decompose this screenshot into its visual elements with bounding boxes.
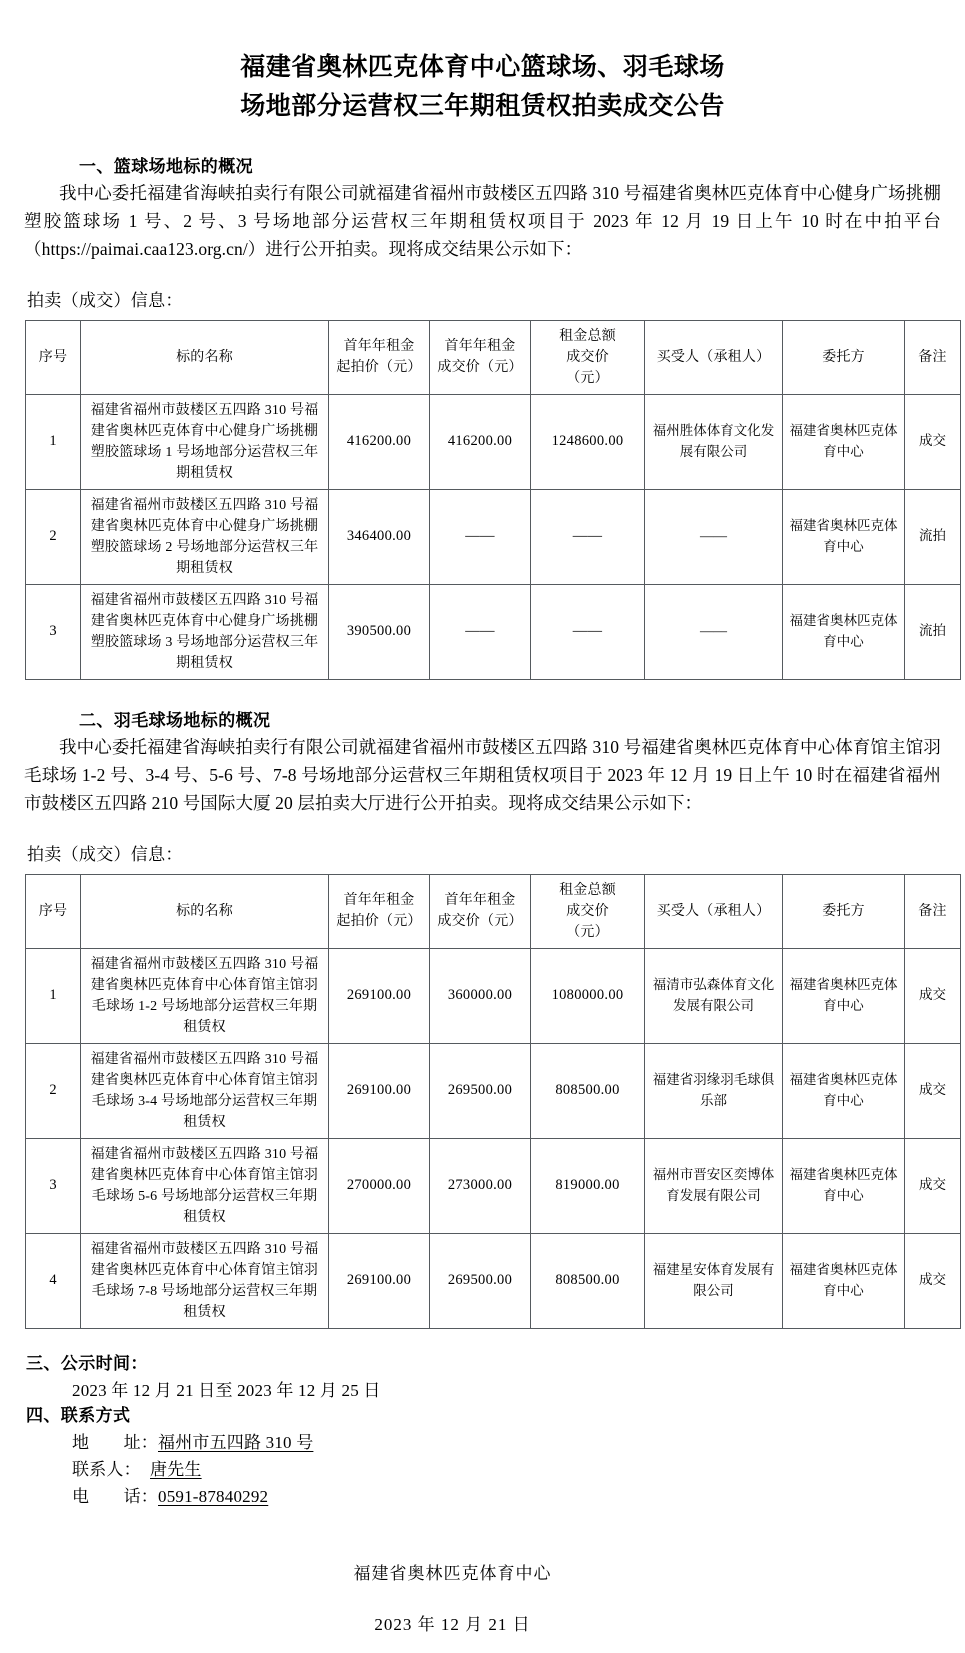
cell-total-rent: —— (531, 584, 645, 679)
section-contact (24, 1401, 941, 1507)
cell-subject-name: 福建省福州市鼓楼区五四路 310 号福建省奥林匹克体育中心体育馆主馆羽毛球场 5-6 号场地部分运营权三年期租赁权 (81, 1138, 329, 1233)
contact-phone-value: 0591-87840292 (158, 1486, 269, 1506)
th-total-rent (531, 874, 645, 948)
th-deal-price-line2: 成交价（元） (437, 360, 523, 376)
th-subject-name: 标的名称 (81, 320, 329, 394)
table-row (26, 1233, 961, 1328)
th-deal-price-line1: 首年年租金 (444, 893, 516, 909)
cell-buyer: 福州市晋安区奕博体育发展有限公司 (645, 1138, 783, 1233)
cell-client: 福建省奥林匹克体育中心 (783, 1043, 905, 1138)
section-basketball-heading: 一、篮球场地标的概况 (79, 156, 253, 177)
cell-index: 4 (26, 1233, 81, 1328)
th-deal-price (430, 320, 531, 394)
table-row (26, 1043, 961, 1138)
cell-total-rent: —— (531, 489, 645, 584)
signature-date: 2023 年 12 月 21 日 (374, 1614, 531, 1634)
title-line-2: 场地部分运营权三年期租赁权拍卖成交公告 (240, 90, 725, 120)
cell-total-rent: 808500.00 (531, 1233, 645, 1328)
cell-remark: 成交 (905, 1233, 961, 1328)
cell-remark: 流拍 (905, 489, 961, 584)
cell-total-rent: 808500.00 (531, 1043, 645, 1138)
cell-subject-name: 福建省福州市鼓楼区五四路 310 号福建省奥林匹克体育中心体育馆主馆羽毛球场 7-8 号场地部分运营权三年期租赁权 (81, 1233, 329, 1328)
th-start-price-line2: 起拍价（元） (336, 914, 422, 930)
cell-index: 2 (26, 489, 81, 584)
cell-start-price: 269100.00 (329, 948, 430, 1043)
cell-buyer: 福建省羽缘羽毛球俱乐部 (645, 1043, 783, 1138)
table-row (26, 1138, 961, 1233)
cell-start-price: 346400.00 (329, 489, 430, 584)
th-total-rent-line1: 租金总额 (559, 882, 616, 898)
contact-phone-row (24, 1482, 941, 1507)
th-total-rent (531, 320, 645, 394)
contact-address-label: 地 址： (72, 1432, 158, 1452)
cell-client: 福建省奥林匹克体育中心 (783, 489, 905, 584)
cell-total-rent: 1080000.00 (531, 948, 645, 1043)
th-buyer: 买受人（承租人） (645, 320, 783, 394)
cell-start-price: 270000.00 (329, 1138, 430, 1233)
th-remark: 备注 (905, 320, 961, 394)
cell-remark: 流拍 (905, 584, 961, 679)
cell-buyer: 福州胜体体育文化发展有限公司 (645, 394, 783, 489)
publicity-heading: 三、公示时间： (26, 1353, 148, 1374)
table-row (26, 948, 961, 1043)
cell-deal-price: —— (430, 489, 531, 584)
cell-buyer: 福建星安体育发展有限公司 (645, 1233, 783, 1328)
th-start-price-line2: 起拍价（元） (336, 360, 422, 376)
th-total-rent-line2: 成交价 (566, 349, 609, 365)
table-header-row (26, 874, 961, 948)
cell-subject-name: 福建省福州市鼓楼区五四路 310 号福建省奥林匹克体育中心健身广场挑棚塑胶篮球场 2 号场地部分运营权三年期租赁权 (81, 489, 329, 584)
title-line-1: 福建省奥林匹克体育中心篮球场、羽毛球场 (240, 52, 725, 81)
cell-subject-name: 福建省福州市鼓楼区五四路 310 号福建省奥林匹克体育中心健身广场挑棚塑胶篮球场 1 号场地部分运营权三年期租赁权 (81, 394, 329, 489)
cell-index: 2 (26, 1043, 81, 1138)
cell-deal-price: —— (430, 584, 531, 679)
th-buyer: 买受人（承租人） (645, 874, 783, 948)
badminton-info-label: 拍卖（成交）信息： (27, 844, 183, 865)
cell-client: 福建省奥林匹克体育中心 (783, 394, 905, 489)
cell-deal-price: 269500.00 (430, 1233, 531, 1328)
cell-total-rent: 819000.00 (531, 1138, 645, 1233)
cell-deal-price: 269500.00 (430, 1043, 531, 1138)
th-subject-name: 标的名称 (81, 874, 329, 948)
cell-index: 3 (26, 1138, 81, 1233)
cell-index: 3 (26, 584, 81, 679)
contact-heading: 四、联系方式 (26, 1405, 131, 1426)
table-row (26, 394, 961, 489)
cell-index: 1 (26, 948, 81, 1043)
cell-deal-price: 360000.00 (430, 948, 531, 1043)
cell-client: 福建省奥林匹克体育中心 (783, 948, 905, 1043)
th-start-price-line1: 首年年租金 (343, 339, 415, 355)
th-client: 委托方 (783, 320, 905, 394)
cell-client: 福建省奥林匹克体育中心 (783, 1138, 905, 1233)
cell-subject-name: 福建省福州市鼓楼区五四路 310 号福建省奥林匹克体育中心健身广场挑棚塑胶篮球场 3 号场地部分运营权三年期租赁权 (81, 584, 329, 679)
signature-organization: 福建省奥林匹克体育中心 (353, 1563, 552, 1583)
contact-person-row (24, 1455, 941, 1480)
th-remark: 备注 (905, 874, 961, 948)
table-row (26, 584, 961, 679)
section-badminton-paragraph: 我中心委托福建省海峡拍卖行有限公司就福建省福州市鼓楼区五四路 310 号福建省奥林匹克体育中心体育馆主馆羽毛球场 1-2 号、3-4 号、5-6 号、7-8 号场地部分运营权三年期租赁权项目于 2023 年 12 月 19 日上午 10 时在福建省福州市鼓楼区五四路 210 号国际大厦 20 层拍卖大厅进行公开拍卖。现将成交结果公示如下： (24, 736, 941, 814)
basketball-auction-table (25, 320, 961, 680)
th-deal-price-line1: 首年年租金 (444, 339, 516, 355)
table-row (26, 489, 961, 584)
cell-start-price: 269100.00 (329, 1233, 430, 1328)
section-basketball-paragraph: 我中心委托福建省海峡拍卖行有限公司就福建省福州市鼓楼区五四路 310 号福建省奥林匹克体育中心健身广场挑棚塑胶篮球场 1 号、2 号、3 号场地部分运营权三年期租赁权项目于 2023 年 12 月 19 日上午 10 时在中拍平台（https://paimai.caa123.org.cn/）进行公开拍卖。现将成交结果公示如下： (24, 182, 941, 260)
cell-remark: 成交 (905, 1043, 961, 1138)
signature-block (24, 1559, 941, 1635)
cell-subject-name: 福建省福州市鼓楼区五四路 310 号福建省奥林匹克体育中心体育馆主馆羽毛球场 1-2 号场地部分运营权三年期租赁权 (81, 948, 329, 1043)
th-client: 委托方 (783, 874, 905, 948)
contact-address-value: 福州市五四路 310 号 (158, 1432, 314, 1452)
th-total-rent-line3: （元） (566, 370, 609, 386)
th-index: 序号 (26, 320, 81, 394)
contact-person-label: 联系人： (72, 1459, 141, 1479)
section-publicity (24, 1349, 941, 1401)
cell-remark: 成交 (905, 948, 961, 1043)
th-start-price (329, 874, 430, 948)
th-deal-price-line2: 成交价（元） (437, 914, 523, 930)
contact-address-row (24, 1428, 941, 1453)
cell-client: 福建省奥林匹克体育中心 (783, 584, 905, 679)
th-start-price (329, 320, 430, 394)
th-total-rent-line1: 租金总额 (559, 328, 616, 344)
th-total-rent-line2: 成交价 (566, 903, 609, 919)
cell-deal-price: 273000.00 (430, 1138, 531, 1233)
cell-remark: 成交 (905, 394, 961, 489)
section-badminton-heading: 二、羽毛球场地标的概况 (79, 710, 271, 731)
cell-start-price: 416200.00 (329, 394, 430, 489)
cell-client: 福建省奥林匹克体育中心 (783, 1233, 905, 1328)
table-header-row (26, 320, 961, 394)
contact-phone-label: 电 话： (72, 1486, 158, 1506)
cell-total-rent: 1248600.00 (531, 394, 645, 489)
cell-buyer: —— (645, 584, 783, 679)
th-total-rent-line3: （元） (566, 924, 609, 940)
th-deal-price (430, 874, 531, 948)
cell-index: 1 (26, 394, 81, 489)
cell-start-price: 390500.00 (329, 584, 430, 679)
basketball-info-label: 拍卖（成交）信息： (27, 290, 183, 311)
th-start-price-line1: 首年年租金 (343, 893, 415, 909)
badminton-auction-table (25, 874, 961, 1329)
publicity-period: 2023 年 12 月 21 日至 2023 年 12 月 25 日 (72, 1380, 381, 1400)
section-badminton (24, 706, 947, 1329)
cell-buyer: —— (645, 489, 783, 584)
section-basketball (24, 152, 947, 680)
cell-remark: 成交 (905, 1138, 961, 1233)
page-title (24, 48, 941, 126)
contact-person-value: 唐先生 (150, 1459, 202, 1479)
th-index: 序号 (26, 874, 81, 948)
cell-deal-price: 416200.00 (430, 394, 531, 489)
cell-subject-name: 福建省福州市鼓楼区五四路 310 号福建省奥林匹克体育中心体育馆主馆羽毛球场 3-4 号场地部分运营权三年期租赁权 (81, 1043, 329, 1138)
cell-start-price: 269100.00 (329, 1043, 430, 1138)
cell-buyer: 福清市弘森体育文化发展有限公司 (645, 948, 783, 1043)
